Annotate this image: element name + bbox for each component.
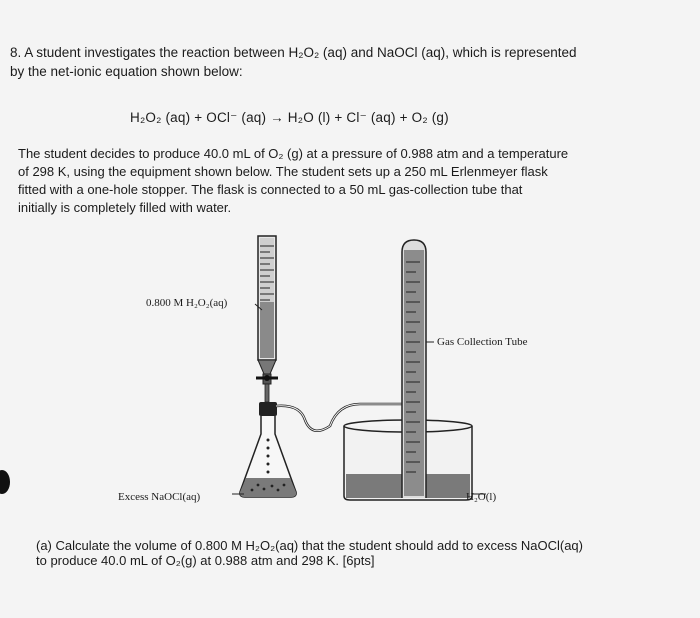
question-line-2: by the net-ionic equation shown below: <box>10 64 243 79</box>
part-a-line-2: to produce 40.0 mL of O₂(g) at 0.988 atm and 298 K. [6pts] <box>36 553 375 568</box>
net-ionic-equation: H₂O₂ (aq) + OCl⁻ (aq) → H₂O (l) + Cl⁻ (aq) + O₂ (g) <box>130 110 449 125</box>
paragraph-line-3: fitted with a one-hole stopper. The flask is connected to a 50 mL gas-collection tube that <box>18 182 523 197</box>
tube-label: Gas Collection Tube <box>437 336 528 348</box>
paragraph-line-2: of 298 K, using the equipment shown below. The student sets up a 250 mL Erlenmeyer flask <box>18 164 548 179</box>
buret <box>256 236 278 402</box>
erlenmeyer-flask <box>232 402 296 497</box>
question-text-1: A student investigates the reaction between H₂O₂ (aq) and NaOCl (aq), which is represented <box>24 45 577 60</box>
buret-label: 0.800 M H₂O₂(aq) <box>146 297 228 309</box>
water-label: H₂O(l) <box>466 491 497 503</box>
question-number: 8. <box>10 45 22 60</box>
part-a-line-1: (a) Calculate the volume of 0.800 M H₂O₂(aq) that the student should add to excess NaOCl(aq) <box>36 538 583 553</box>
paragraph-line-4: initially is completely filled with water. <box>18 200 232 215</box>
flask-label: Excess NaOCl(aq) <box>118 491 201 503</box>
paragraph-line-1: The student decides to produce 40.0 mL of O₂ (g) at a pressure of 0.988 atm and a temperature <box>18 146 569 161</box>
